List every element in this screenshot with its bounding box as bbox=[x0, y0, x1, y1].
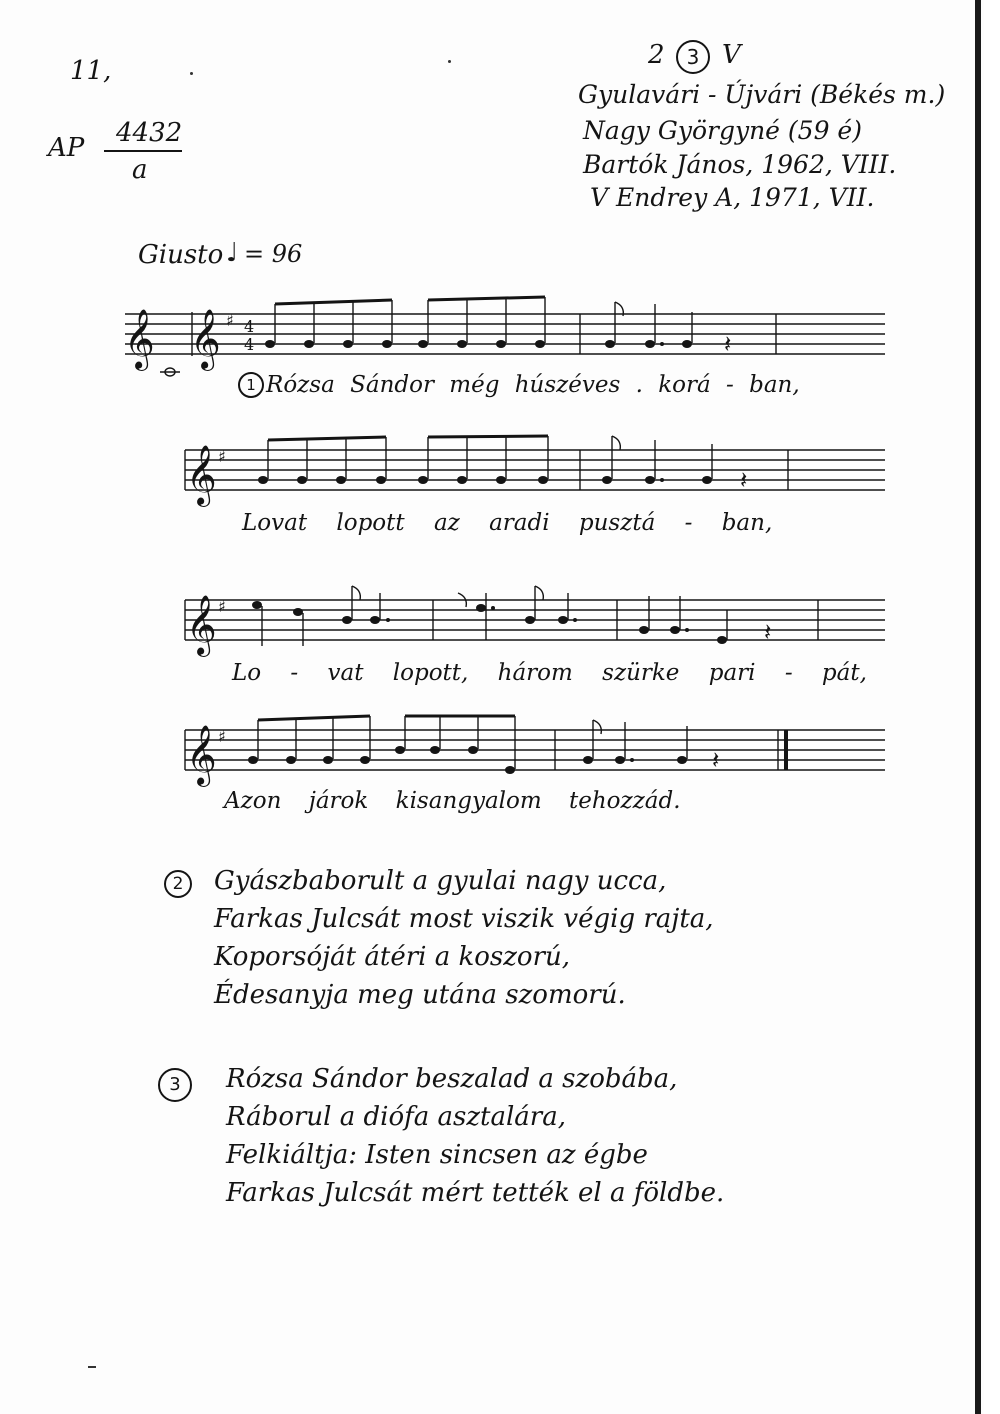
lyric-line-4: Azon járok kisangyalom tehozzád. bbox=[224, 788, 681, 814]
svg-text:♯: ♯ bbox=[218, 597, 226, 616]
archive-suffix: a bbox=[132, 155, 148, 185]
stanza-mark-2: 2 bbox=[164, 870, 192, 898]
svg-text:𝄞: 𝄞 bbox=[186, 595, 217, 655]
top-code-roman: V bbox=[722, 40, 741, 70]
lyric-line-3: Lo - vat lopott, három szürke pari - pát, bbox=[232, 660, 867, 686]
svg-text:𝄞: 𝄞 bbox=[190, 309, 221, 369]
archive-number: 4432 bbox=[116, 118, 183, 148]
svg-text:𝄽: 𝄽 bbox=[712, 746, 720, 774]
item-number: 11, bbox=[70, 56, 112, 86]
stanza-mark-3: 3 bbox=[158, 1068, 192, 1102]
svg-text:4: 4 bbox=[244, 335, 255, 354]
transcriber: V Endrey A, 1971, VII. bbox=[590, 183, 875, 212]
stanza-line: Farkas Julcsát mért tették el a földbe. bbox=[226, 1178, 725, 1208]
paper-speck bbox=[190, 72, 193, 75]
tempo-note-icon: ♩ bbox=[226, 238, 239, 268]
svg-text:𝄽: 𝄽 bbox=[724, 330, 732, 358]
svg-text:𝄞: 𝄞 bbox=[186, 725, 217, 785]
lyric-line-1: Rózsa Sándor még húszéves . korá - ban, bbox=[266, 372, 800, 398]
paper-speck bbox=[448, 60, 451, 63]
stanza-3 bbox=[226, 1060, 724, 1212]
collector: Bartók János, 1962, VIII. bbox=[583, 150, 897, 179]
stanza-2 bbox=[214, 862, 714, 1014]
stanza-line: Felkiáltja: Isten sincsen az égbe bbox=[226, 1140, 648, 1170]
tempo-value: = 96 bbox=[244, 240, 303, 268]
singer: Nagy Györgyné (59 é) bbox=[583, 116, 862, 145]
stanza-line: Édesanyja meg utána szomorú. bbox=[214, 980, 626, 1010]
stanza-line: Koporsóját átéri a koszorú, bbox=[214, 942, 571, 972]
top-code: 2 bbox=[648, 40, 665, 70]
lyric-line-2: Lovat lopott az aradi pusztá - ban, bbox=[242, 510, 773, 536]
top-code-circle: 3 bbox=[676, 40, 710, 74]
archive-prefix: AP bbox=[48, 133, 85, 163]
svg-text:𝄞: 𝄞 bbox=[186, 445, 217, 505]
tempo-label: Giusto bbox=[138, 240, 224, 270]
stanza-line: Gyászbaborult a gyulai nagy ucca, bbox=[214, 866, 667, 896]
stanza-line: Rózsa Sándor beszalad a szobába, bbox=[226, 1064, 678, 1094]
svg-text:♯: ♯ bbox=[226, 311, 234, 330]
svg-text:𝄽: 𝄽 bbox=[764, 618, 772, 646]
stanza-line: Farkas Julcsát most viszik végig rajta, bbox=[214, 904, 714, 934]
verse-mark-1: 1 bbox=[238, 372, 264, 398]
svg-text:𝄞: 𝄞 bbox=[124, 309, 155, 369]
stanza-line: Ráborul a diófa asztalára, bbox=[226, 1102, 566, 1132]
location: Gyulavári - Újvári (Békés m.) bbox=[578, 80, 946, 109]
svg-text:♯: ♯ bbox=[218, 727, 226, 746]
svg-text:𝄽: 𝄽 bbox=[740, 466, 748, 494]
paper-mark bbox=[88, 1366, 96, 1368]
svg-text:4: 4 bbox=[244, 317, 255, 336]
svg-text:♯: ♯ bbox=[218, 447, 226, 466]
